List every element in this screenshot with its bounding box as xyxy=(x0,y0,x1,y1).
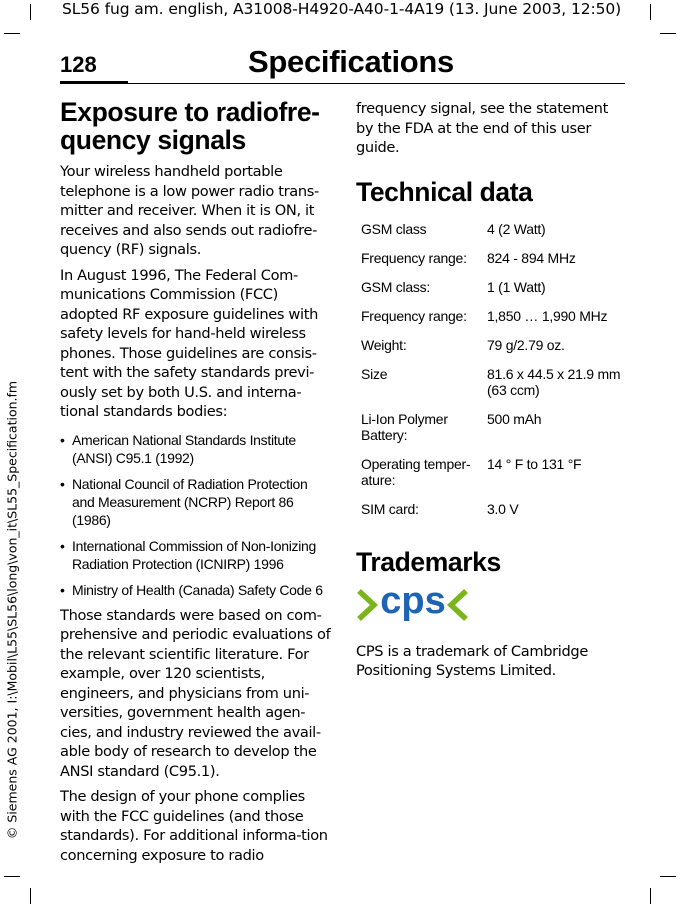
exposure-para-4: The design of your phone complies with the FCC guidelines (and those standards). For additional informa-tion concerning exposure to radio xyxy=(60,788,328,864)
spec-value: 79 g/2.79 oz. xyxy=(487,336,565,353)
table-row xyxy=(361,250,627,279)
trademarks-heading: Trademarks xyxy=(356,546,501,577)
spec-label: SIM card: xyxy=(361,500,419,517)
crop-mark xyxy=(660,876,676,877)
header-rule xyxy=(60,83,625,84)
exposure-para-2: In August 1996, The Federal Com-munications Commission (FCC) adopted RF exposure guidelines with safety levels for hand-held wireless phones. Those guidelines are consis-tent with the safety standards previ-ously set by both U.S. and interna-tional standards bodies: xyxy=(60,266,318,420)
exposure-para-4-continued: frequency signal, see the statement by the FDA at the end of this user guide. xyxy=(356,100,608,156)
logo-chevron-left xyxy=(451,591,466,619)
spec-label: Li-Ion Polymer Battery: xyxy=(361,410,448,443)
table-row xyxy=(361,411,627,456)
crop-mark xyxy=(30,4,31,20)
crop-mark xyxy=(660,33,676,34)
technical-data-table xyxy=(361,221,627,530)
spec-value: 3.0 V xyxy=(487,500,519,517)
spec-value: 14 ° F to 131 °F xyxy=(487,455,582,472)
sidebar-copyright xyxy=(2,370,22,850)
list-item: • National Council of Radiation Protection and Measurement (NCRP) Report 86 (1986) xyxy=(60,475,332,529)
table-row xyxy=(361,279,627,308)
crop-mark xyxy=(30,888,31,904)
trademark-text: CPS is a trademark of Cambridge Positioning Systems Limited. xyxy=(356,642,588,679)
crop-mark xyxy=(650,4,651,20)
exposure-para-1: Your wireless handheld portable telephone is a low power radio trans-mitter and receiver. When it is ON, it receives and also sends out radiofre-quency (RF) signals. xyxy=(60,163,319,258)
page-number: 128 xyxy=(60,52,97,77)
list-item: • American National Standards Institute (ANSI) C95.1 (1992) xyxy=(60,431,332,467)
crop-mark xyxy=(4,876,20,877)
spec-label: GSM class: xyxy=(361,278,431,295)
logo-chevron-right xyxy=(359,591,374,619)
logo-wordmark: cps xyxy=(380,579,446,622)
table-row xyxy=(361,501,627,530)
exposure-para-3: Those standards were based on com-prehensive and periodic evaluations of the relevant scientific literature. For example, over 120 scientists, engineers, and physicians from uni-versities, government health agen-cies, and industry reviewed the avail-able body of research to develop the ANSI standard (C95.1). xyxy=(60,606,331,780)
table-row xyxy=(361,221,627,250)
right-column xyxy=(356,99,628,681)
table-row xyxy=(361,456,627,501)
crop-mark xyxy=(4,33,20,34)
spec-value: 1,850 … 1,990 MHz xyxy=(487,307,608,324)
table-row xyxy=(361,337,627,366)
crop-mark xyxy=(650,888,651,904)
table-row xyxy=(361,366,627,411)
spec-value: 824 - 894 MHz xyxy=(487,249,576,266)
spec-value: 1 (1 Watt) xyxy=(487,278,546,295)
cps-logo xyxy=(356,580,471,630)
spec-label: Operating temper-ature: xyxy=(361,455,471,488)
running-header: SL56 fug am. english, A31008-H4920-A40-1-4A19 (13. June 2003, 12:50) xyxy=(62,0,622,18)
list-item: • Ministry of Health (Canada) Safety Code 6 xyxy=(60,581,332,599)
spec-label: Weight: xyxy=(361,336,407,353)
sidebar-copyright-text: © Siemens AG 2001, I:\Mobil\L55\SL56\long\von_it\SL55_Specification.fm xyxy=(4,380,20,840)
spec-label: Frequency range: xyxy=(361,307,467,324)
standards-list xyxy=(60,431,332,599)
spec-value: 81.6 x 44.5 x 21.9 mm (63 ccm) xyxy=(487,365,621,398)
list-item: • International Commission of Non-Ionizing Radiation Protection (ICNIRP) 1996 xyxy=(60,537,332,573)
page-number-rule xyxy=(60,81,128,84)
technical-data-heading: Technical data xyxy=(356,176,533,207)
spec-label: Size xyxy=(361,365,388,382)
spec-label: Frequency range: xyxy=(361,249,467,266)
table-row xyxy=(361,308,627,337)
page-title: Specifications xyxy=(248,44,454,79)
spec-value: 4 (2 Watt) xyxy=(487,220,546,237)
left-column xyxy=(60,98,332,865)
exposure-heading: Exposure to radiofre-quency signals xyxy=(60,97,320,155)
spec-label: GSM class xyxy=(361,220,427,237)
spec-value: 500 mAh xyxy=(487,410,542,427)
